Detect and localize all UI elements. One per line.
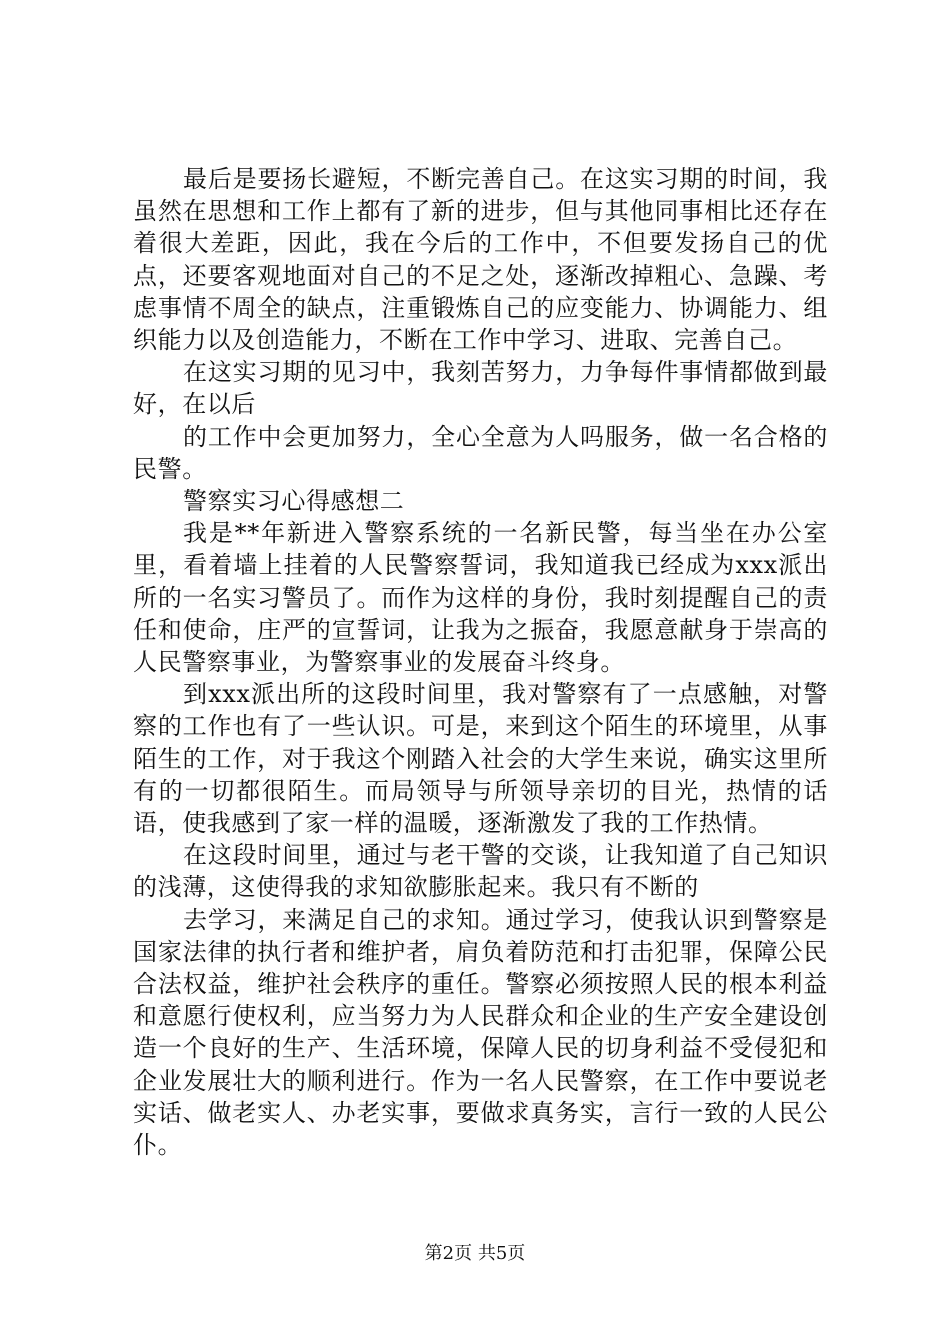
paragraph-7: 去学习，来满足自己的求知。通过学习，使我认识到警察是国家法律的执行者和维护者，肩负着防范和打击犯罪，保障公民合法权益，维护社会秩序的重任。警察必须按照人民的根本利益和意愿行使权利，应当努力为人民群众和企业的生产安全建设创造一个良好的生产、生活环境，保障人民的切身利益不受侵犯和企业发展壮大的顺利进行。作为一名人民警察，在工作中要说老实话、做老实人、办老实事，要做求真务实，言行一致的人民公仆。 (133, 905, 828, 1160)
page-number-footer: 第2页 共5页 (424, 1243, 526, 1264)
section-heading: 警察实习心得感想二 (183, 487, 405, 516)
paragraph-5: 到xxx派出所的这段时间里，我对警察有了一点感触，对警察的工作也有了一些认识。可是，来到这个陌生的环境里，从事陌生的工作，对于我这个刚踏入社会的大学生来说，确实这里所有的一切都很陌生。而局领导与所领导亲切的目光，热情的话语，使我感到了家一样的温暖，逐渐激发了我的工作热情。 (133, 680, 828, 838)
paragraph-6: 在这段时间里，通过与老干警的交谈，让我知道了自己知识的浅薄，这使得我的求知欲膨胀起来。我只有不断的 (133, 841, 828, 902)
paragraph-2: 在这实习期的见习中，我刻苦努力，力争每件事情都做到最好，在以后 (133, 358, 828, 419)
paragraph-4: 我是**年新进入警察系统的一名新民警，每当坐在办公室里，看着墙上挂着的人民警察誓词，我知道我已经成为xxx派出所的一名实习警员了。而作为这样的身份，我时刻提醒自己的责任和使命，庄严的宣誓词，让我为之振奋，我愿意献身于崇高的人民警察事业，为警察事业的发展奋斗终身。 (133, 519, 828, 677)
paragraph-3: 的工作中会更加努力，全心全意为人吗服务，做一名合格的民警。 (133, 422, 828, 483)
document-body (133, 163, 828, 1161)
paragraph-1: 最后是要扬长避短，不断完善自己。在这实习期的时间，我虽然在思想和工作上都有了新的进步，但与其他同事相比还存在着很大差距，因此，我在今后的工作中，不但要发扬自己的优点，还要客观地面对自己的不足之处，逐渐改掉粗心、急躁、考虑事情不周全的缺点，注重锻炼自己的应变能力、协调能力、组织能力以及创造能力，不断在工作中学习、进取、完善自己。 (133, 165, 828, 355)
